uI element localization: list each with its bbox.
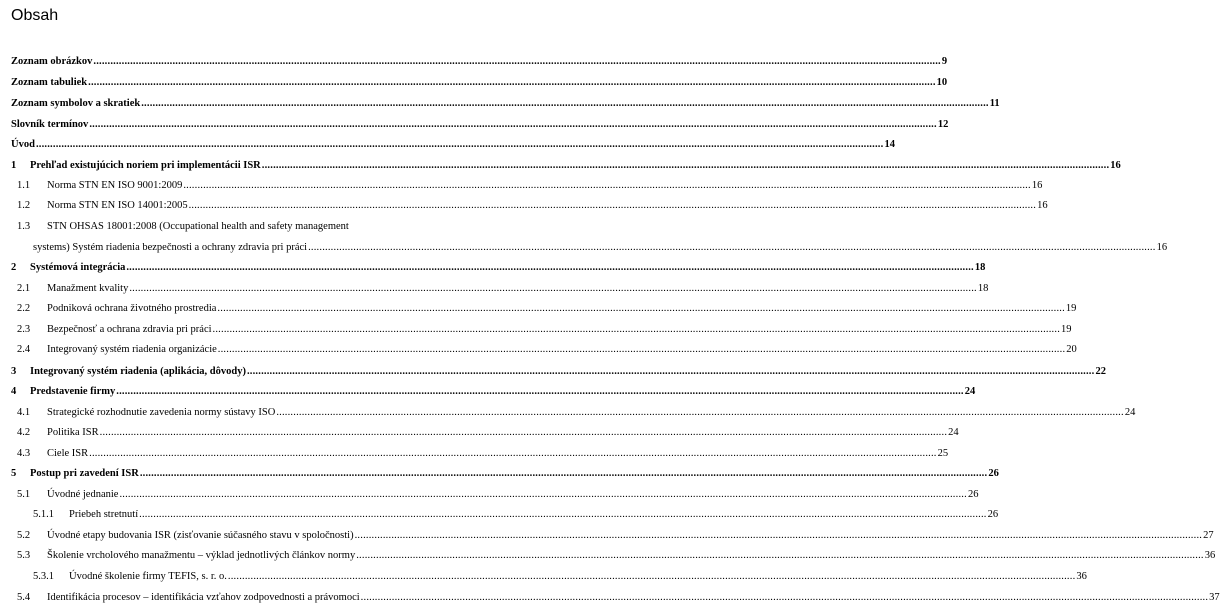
toc-entry[interactable] — [0, 342, 1077, 358]
toc-entry-title-continuation: systems) Systém riadenia bezpečnosti a ochrany zdravia pri práci — [33, 242, 308, 253]
toc-page-number: 14 — [884, 139, 895, 150]
toc-leader-dots: ............................................................................................................................................................................................................................................................................................................ — [35, 139, 884, 150]
toc-entry-title: Zoznam tabuliek — [11, 77, 88, 88]
toc-entry-title: Úvod — [11, 139, 35, 150]
toc-leader-dots: ............................................................................................................................................................................................................................................................................................................ — [139, 509, 987, 520]
toc-leader-dots: ............................................................................................................................................................................................................................................................................................................ — [261, 160, 1110, 171]
toc-entry-title: Systémová integrácia — [30, 262, 126, 273]
toc-entry[interactable] — [0, 548, 1216, 564]
toc-page-number: 10 — [936, 77, 948, 88]
toc-entry[interactable] — [0, 158, 1121, 174]
toc-entry-title: Norma STN EN ISO 9001:2009 — [47, 180, 183, 191]
toc-leader-dots: ............................................................................................................................................................................................................................................................................................................ — [89, 448, 937, 459]
toc-entry[interactable] — [0, 117, 949, 133]
toc-entry[interactable] — [0, 384, 976, 400]
toc-entry-title: Podniková ochrana životného prostredia — [47, 303, 217, 314]
toc-leader-dots: ............................................................................................................................................................................................................................................................................................................ — [354, 530, 1203, 541]
toc-page-number: 18 — [977, 283, 989, 294]
toc-leader-dots: ............................................................................................................................................................................................................................................................................................................ — [360, 592, 1209, 603]
toc-leader-dots: ............................................................................................................................................................................................................................................................................................................ — [217, 303, 1065, 314]
toc-entry[interactable] — [0, 487, 979, 503]
toc-entry[interactable] — [0, 301, 1077, 317]
toc-leader-dots: ............................................................................................................................................................................................................................................................................................................ — [188, 200, 1037, 211]
toc-entry-number: 5.1.1 — [33, 509, 54, 520]
toc-entry[interactable] — [0, 260, 986, 276]
page-title: Obsah — [11, 7, 59, 24]
toc-entry[interactable] — [0, 322, 1072, 338]
toc-leader-dots: ............................................................................................................................................................................................................................................................................................................ — [183, 180, 1031, 191]
toc-entry-number: 1.3 — [17, 221, 31, 232]
toc-entry-title: Postup pri zavedení ISR — [30, 468, 139, 479]
toc-leader-dots: ............................................................................................................................................................................................................................................................................................................ — [217, 344, 1066, 355]
toc-entry-title: Norma STN EN ISO 14001:2005 — [47, 200, 188, 211]
toc-page-number: 26 — [987, 509, 999, 520]
toc-page-number: 19 — [1065, 303, 1077, 314]
toc-entry-title: Školenie vrcholového manažmentu – výklad jednotlivých článkov normy — [47, 550, 356, 561]
toc-entry[interactable] — [0, 507, 999, 523]
toc-leader-dots: ............................................................................................................................................................................................................................................................................................................ — [129, 283, 977, 294]
toc-leader-dots: ............................................................................................................................................................................................................................................................................................................ — [308, 242, 1156, 253]
toc-entry[interactable] — [0, 590, 1220, 606]
toc-page-number: 16 — [1156, 242, 1168, 253]
toc-entry-title: Slovník termínov — [11, 119, 89, 130]
toc-page-number: 26 — [988, 468, 999, 479]
toc-page-number: 19 — [1061, 324, 1072, 335]
toc-page-number: 24 — [948, 427, 959, 438]
toc-entry-number: 5.3 — [17, 550, 31, 561]
toc-leader-dots: ............................................................................................................................................................................................................................................................................................................ — [119, 489, 967, 500]
toc-entry-title: Ciele ISR — [47, 448, 89, 459]
toc-entry-title: STN OHSAS 18001:2008 (Occupational health and safety management — [47, 221, 349, 232]
toc-entry[interactable] — [0, 446, 949, 462]
toc-entry-title: Integrovaný systém riadenia organizácie — [47, 344, 217, 355]
toc-entry[interactable] — [0, 364, 1106, 380]
toc-entry[interactable] — [0, 569, 1087, 585]
toc-entry-number: 4 — [11, 386, 17, 397]
toc-page-number: 25 — [937, 448, 949, 459]
toc-entry-title: Strategické rozhodnutie zavedenia normy sústavy ISO — [47, 407, 276, 418]
toc-leader-dots: ............................................................................................................................................................................................................................................................................................................ — [276, 407, 1124, 418]
toc-entry-number: 4.3 — [17, 448, 31, 459]
toc-entry-number: 1.1 — [17, 180, 31, 191]
toc-page-number: 36 — [1076, 571, 1087, 582]
toc-entry-title: Priebeh stretnutí — [69, 509, 139, 520]
toc-entry-number: 5.1 — [17, 489, 31, 500]
toc-leader-dots: ............................................................................................................................................................................................................................................................................................................ — [227, 571, 1076, 582]
toc-entry[interactable] — [0, 405, 1136, 421]
toc-leader-dots: ............................................................................................................................................................................................................................................................................................................ — [141, 98, 989, 109]
toc-entry[interactable] — [0, 281, 989, 297]
toc-entry[interactable] — [0, 198, 1048, 214]
toc-page-number: 24 — [964, 386, 976, 397]
toc-entry-title: Politika ISR — [47, 427, 99, 438]
toc-entry-number: 5 — [11, 468, 17, 479]
toc-leader-dots: ............................................................................................................................................................................................................................................................................................................ — [89, 119, 937, 130]
toc-entry-number: 5.3.1 — [33, 571, 54, 582]
toc-leader-dots: ............................................................................................................................................................................................................................................................................................................ — [88, 77, 936, 88]
toc-entry-number: 2.1 — [17, 283, 31, 294]
toc-leader-dots: ............................................................................................................................................................................................................................................................................................................ — [116, 386, 964, 397]
toc-page-number: 24 — [1124, 407, 1136, 418]
toc-entry[interactable] — [0, 528, 1214, 544]
toc-entry-title: Manažment kvality — [47, 283, 129, 294]
toc-entry[interactable] — [0, 54, 948, 70]
toc-leader-dots: ............................................................................................................................................................................................................................................................................................................ — [246, 366, 1095, 377]
toc-entry-title: Integrovaný systém riadenia (aplikácia, dôvody) — [30, 366, 246, 377]
toc-entry-title: Zoznam obrázkov — [11, 56, 93, 67]
toc-entry[interactable] — [0, 178, 1043, 194]
toc-page-number: 22 — [1095, 366, 1106, 377]
toc-leader-dots: ............................................................................................................................................................................................................................................................................................................ — [126, 262, 974, 273]
toc-page-number: 16 — [1110, 160, 1121, 171]
toc-entry-title: Bezpečnosť a ochrana zdravia pri práci — [47, 324, 212, 335]
toc-page-number: 20 — [1066, 344, 1077, 355]
toc-entry[interactable] — [0, 219, 449, 235]
toc-page-number: 27 — [1203, 530, 1214, 541]
toc-entry-title: Predstavenie firmy — [30, 386, 116, 397]
toc-leader-dots: ............................................................................................................................................................................................................................................................................................................ — [212, 324, 1061, 335]
toc-entry-number: 4.1 — [17, 407, 31, 418]
toc-entry-title: Identifikácia procesov – identifikácia vzťahov zodpovednosti a právomoci — [47, 592, 360, 603]
toc-page-number: 36 — [1204, 550, 1216, 561]
toc-entry[interactable] — [0, 75, 948, 91]
toc-page-number: 9 — [941, 56, 948, 67]
toc-entry-number: 2.3 — [17, 324, 31, 335]
toc-entry-number: 4.2 — [17, 427, 31, 438]
toc-entry-title: Zoznam symbolov a skratiek — [11, 98, 141, 109]
toc-page-number: 26 — [967, 489, 979, 500]
toc-entry-title: Prehľad existujúcich noriem pri implementácii ISR — [30, 160, 261, 171]
toc-page-number: 16 — [1031, 180, 1043, 191]
toc-entry-continuation[interactable] — [0, 240, 1168, 256]
toc-page-number: 18 — [974, 262, 986, 273]
toc-entry-number: 5.4 — [17, 592, 31, 603]
toc-entry[interactable] — [0, 466, 999, 482]
toc-entry-number: 1.2 — [17, 200, 31, 211]
toc-page-number: 11 — [989, 98, 1000, 109]
toc-leader-dots: ............................................................................................................................................................................................................................................................................................................ — [356, 550, 1204, 561]
toc-entry[interactable] — [0, 425, 959, 441]
toc-entry-title: Úvodné etapy budovania ISR (zisťovanie súčasného stavu v spoločnosti) — [47, 530, 354, 541]
toc-entry-number: 1 — [11, 160, 17, 171]
toc-entry-number: 2 — [11, 262, 17, 273]
toc-entry-title: Úvodné jednanie — [47, 489, 119, 500]
toc-entry[interactable] — [0, 96, 1000, 112]
toc-page-number: 16 — [1037, 200, 1048, 211]
toc-entry-number: 2.4 — [17, 344, 31, 355]
toc-leader-dots: ............................................................................................................................................................................................................................................................................................................ — [139, 468, 988, 479]
toc-leader-dots: ............................................................................................................................................................................................................................................................................................................ — [99, 427, 948, 438]
toc-entry[interactable] — [0, 137, 895, 153]
toc-page-number: 37 — [1209, 592, 1220, 603]
toc-leader-dots: ............................................................................................................................................................................................................................................................................................................ — [93, 56, 941, 67]
toc-entry-number: 3 — [11, 366, 17, 377]
toc-entry-number: 2.2 — [17, 303, 31, 314]
toc-entry-number: 5.2 — [17, 530, 31, 541]
toc-entry-title: Úvodné školenie firmy TEFIS, s. r. o. — [69, 571, 227, 582]
toc-page-number: 12 — [937, 119, 949, 130]
